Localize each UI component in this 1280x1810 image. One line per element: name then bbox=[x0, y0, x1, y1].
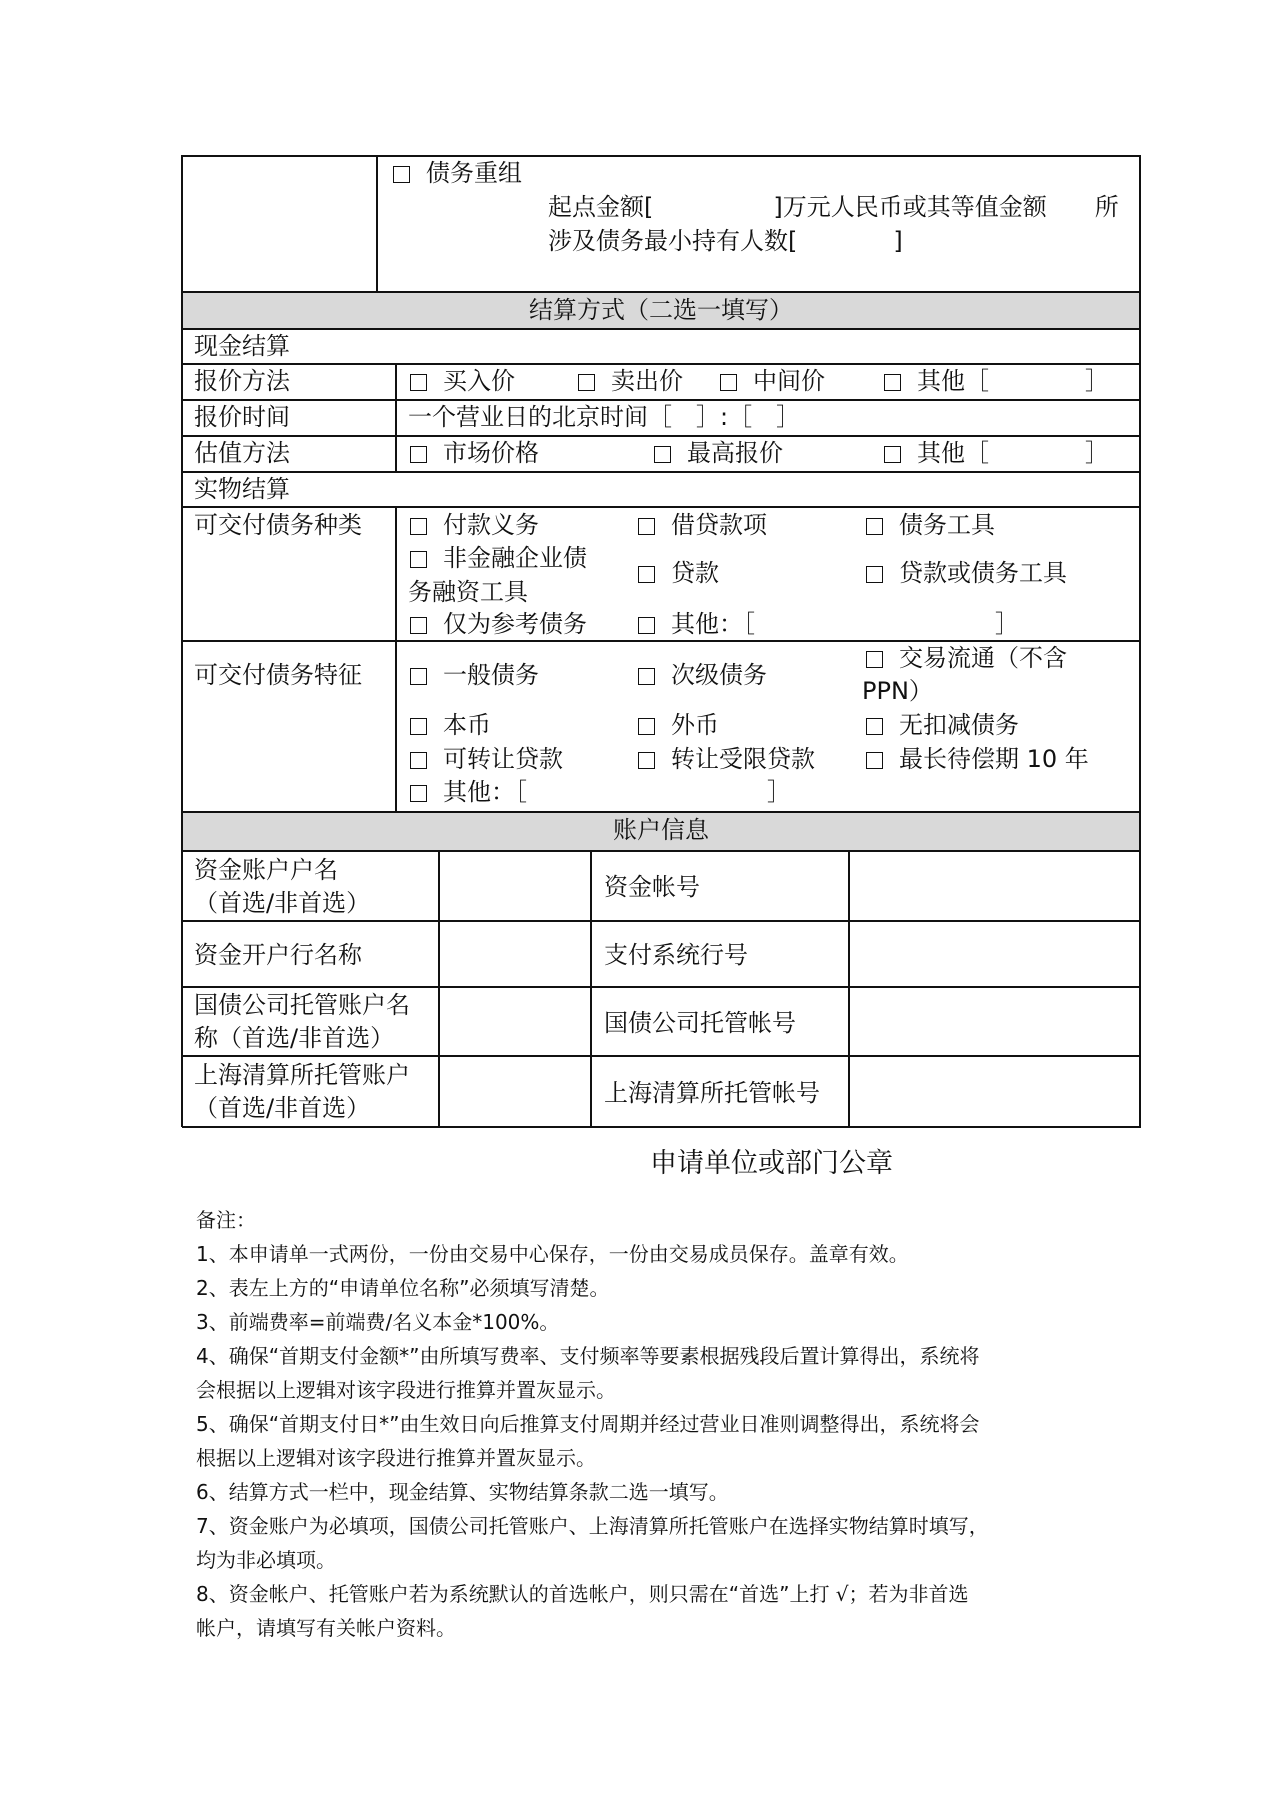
checkbox-box[interactable] bbox=[410, 617, 427, 634]
checkbox-foreign-currency[interactable]: 外币 bbox=[638, 710, 719, 740]
remark-line: 6、结算方式一栏中，现金结算、实物结算条款二选一填写。 bbox=[196, 1480, 729, 1504]
checkbox-types-other[interactable]: 其他：［ ］ bbox=[638, 609, 1019, 639]
checkbox-box[interactable] bbox=[866, 718, 883, 735]
tradable-line2: PPN） bbox=[862, 677, 933, 705]
ccdc-account-name-input[interactable] bbox=[440, 988, 590, 1055]
shclearing-account-number-label: 上海清算所托管帐号 bbox=[604, 1079, 820, 1107]
shclearing-account-name-sublabel: （首选/非首选） bbox=[194, 1094, 371, 1122]
remark-line: 3、前端费率=前端费/名义本金*100%。 bbox=[196, 1310, 560, 1334]
remark-line: 根据以上逻辑对该字段进行推算并置灰显示。 bbox=[196, 1446, 596, 1470]
remarks bbox=[196, 1203, 1096, 1645]
quote-method-label: 报价方法 bbox=[194, 367, 290, 395]
payment-system-number-input[interactable] bbox=[850, 922, 1139, 986]
ccdc-account-name-sublabel: 称（首选/非首选） bbox=[194, 1024, 395, 1052]
checkbox-market-price[interactable]: 市场价格 bbox=[410, 438, 539, 468]
checkbox-loan-or-debt-instrument[interactable]: 贷款或债务工具 bbox=[866, 558, 1067, 588]
checkbox-box[interactable] bbox=[884, 446, 901, 463]
remark-line: 7、资金账户为必填项，国债公司托管账户、上海清算所托管账户在选择实物结算时填写， bbox=[196, 1514, 989, 1538]
checkbox-box[interactable] bbox=[410, 785, 427, 802]
checkbox-box[interactable] bbox=[654, 446, 671, 463]
remarks-title: 备注： bbox=[196, 1208, 256, 1232]
checkbox-borrowed-money[interactable]: 借贷款项 bbox=[638, 510, 767, 540]
checkbox-payment-obligation[interactable]: 付款义务 bbox=[410, 510, 539, 540]
checkbox-box[interactable] bbox=[578, 374, 595, 391]
deliverable-types-label: 可交付债务种类 bbox=[194, 511, 362, 539]
checkbox-reference-obligation-only[interactable]: 仅为参考债务 bbox=[410, 609, 587, 639]
payment-system-number-label: 支付系统行号 bbox=[604, 941, 748, 969]
checkbox-box[interactable] bbox=[410, 718, 427, 735]
ccdc-account-number-label: 国债公司托管帐号 bbox=[604, 1009, 796, 1037]
remark-line: 1、本申请单一式两份，一份由交易中心保存，一份由交易成员保存。盖章有效。 bbox=[196, 1242, 909, 1266]
deliverable-features-label: 可交付债务特征 bbox=[194, 661, 362, 689]
checkbox-valuation-other[interactable]: 其他［ ］ bbox=[884, 438, 1109, 468]
checkbox-box[interactable] bbox=[638, 518, 655, 535]
checkbox-box[interactable] bbox=[410, 752, 427, 769]
checkbox-debt-instrument[interactable]: 债务工具 bbox=[866, 510, 995, 540]
ccdc-account-name-label: 国债公司托管账户名 bbox=[194, 991, 410, 1019]
fund-bank-name-input[interactable] bbox=[440, 922, 590, 986]
fund-account-name-label: 资金账户户名 bbox=[194, 856, 338, 884]
checkbox-box[interactable] bbox=[638, 617, 655, 634]
account-header: 账户信息 bbox=[613, 816, 709, 844]
remark-line: 5、确保“首期支付日*”由生效日向后推算支付周期并经过营业日准则调整得出，系统将会 bbox=[196, 1412, 980, 1436]
checkbox-transferable-loan[interactable]: 可转让贷款 bbox=[410, 744, 563, 774]
checkbox-mid-price[interactable]: 中间价 bbox=[720, 366, 825, 396]
restructuring-start-amount: 起点金额[ ]万元人民币或其等值金额 所 bbox=[548, 193, 1119, 221]
checkbox-loan[interactable]: 贷款 bbox=[638, 558, 719, 588]
checkbox-features-other[interactable]: 其他：［ ］ bbox=[410, 777, 791, 807]
checkbox-box[interactable] bbox=[410, 518, 427, 535]
settlement-header: 结算方式（二选一填写） bbox=[529, 296, 793, 324]
checkbox-non-financial-debt[interactable]: 非金融企业债 bbox=[410, 543, 587, 573]
checkbox-box[interactable] bbox=[638, 718, 655, 735]
remark-line: 会根据以上逻辑对该字段进行推算并置灰显示。 bbox=[196, 1378, 616, 1402]
ccdc-account-number-input[interactable] bbox=[850, 988, 1139, 1055]
fund-account-number-input[interactable] bbox=[850, 852, 1139, 920]
shclearing-account-name-label: 上海清算所托管账户 bbox=[194, 1061, 410, 1089]
checkbox-box[interactable] bbox=[638, 566, 655, 583]
checkbox-box[interactable] bbox=[720, 374, 737, 391]
checkbox-bid-price[interactable]: 买入价 bbox=[410, 366, 515, 396]
checkbox-box[interactable] bbox=[393, 166, 410, 183]
checkbox-box[interactable] bbox=[410, 551, 427, 568]
checkbox-highest-quote[interactable]: 最高报价 bbox=[654, 438, 783, 468]
checkbox-box[interactable] bbox=[866, 518, 883, 535]
checkbox-restricted-transfer-loan[interactable]: 转让受限贷款 bbox=[638, 744, 815, 774]
quote-time-value: 一个营业日的北京时间［ ］:［ ］ bbox=[408, 403, 801, 431]
checkbox-box[interactable] bbox=[866, 566, 883, 583]
cash-settlement-label: 现金结算 bbox=[194, 332, 290, 360]
checkbox-box[interactable] bbox=[866, 651, 883, 668]
checkbox-general-debt[interactable]: 一般债务 bbox=[410, 660, 539, 690]
shclearing-account-name-input[interactable] bbox=[440, 1057, 590, 1126]
checkbox-quote-other[interactable]: 其他［ ］ bbox=[884, 366, 1109, 396]
fund-account-name-input[interactable] bbox=[440, 852, 590, 920]
checkbox-box[interactable] bbox=[638, 668, 655, 685]
valuation-method-label: 估值方法 bbox=[194, 439, 290, 467]
checkbox-ask-price[interactable]: 卖出价 bbox=[578, 366, 683, 396]
fund-bank-name-label: 资金开户行名称 bbox=[194, 941, 362, 969]
checkbox-local-currency[interactable]: 本币 bbox=[410, 710, 491, 740]
shclearing-account-number-input[interactable] bbox=[850, 1057, 1139, 1126]
non-financial-debt-line2: 务融资工具 bbox=[408, 578, 528, 606]
checkbox-debt-restructuring[interactable] bbox=[393, 158, 522, 188]
checkbox-label: 债务重组 bbox=[426, 159, 522, 187]
remark-line: 均为非必填项。 bbox=[196, 1548, 336, 1572]
remark-line: 8、资金帐户、托管账户若为系统默认的首选帐户，则只需在“首选”上打 √；若为非首选 bbox=[196, 1582, 969, 1606]
checkbox-box[interactable] bbox=[410, 446, 427, 463]
checkbox-box[interactable] bbox=[866, 752, 883, 769]
fund-account-name-sublabel: （首选/非首选） bbox=[194, 889, 371, 917]
checkbox-box[interactable] bbox=[884, 374, 901, 391]
remark-line: 4、确保“首期支付金额*”由所填写费率、支付频率等要素根据残段后置计算得出，系统将 bbox=[196, 1344, 980, 1368]
checkbox-box[interactable] bbox=[410, 374, 427, 391]
checkbox-box[interactable] bbox=[638, 752, 655, 769]
checkbox-no-discount-debt[interactable]: 无扣减债务 bbox=[866, 710, 1019, 740]
checkbox-tradable[interactable]: 交易流通（不含 bbox=[866, 643, 1067, 673]
checkbox-subordinated-debt[interactable]: 次级债务 bbox=[638, 660, 767, 690]
checkbox-max-maturity[interactable]: 最长待偿期 10 年 bbox=[866, 744, 1089, 774]
physical-settlement-label: 实物结算 bbox=[194, 475, 290, 503]
restructuring-min-holders: 涉及债务最小持有人数[ ] bbox=[548, 227, 903, 255]
fund-account-number-label: 资金帐号 bbox=[604, 873, 700, 901]
remark-line: 帐户，请填写有关帐户资料。 bbox=[196, 1616, 456, 1640]
applicant-seal: 申请单位或部门公章 bbox=[650, 1148, 893, 1179]
remark-line: 2、表左上方的“申请单位名称”必须填写清楚。 bbox=[196, 1276, 610, 1300]
checkbox-box[interactable] bbox=[410, 668, 427, 685]
quote-time-label: 报价时间 bbox=[194, 403, 290, 431]
